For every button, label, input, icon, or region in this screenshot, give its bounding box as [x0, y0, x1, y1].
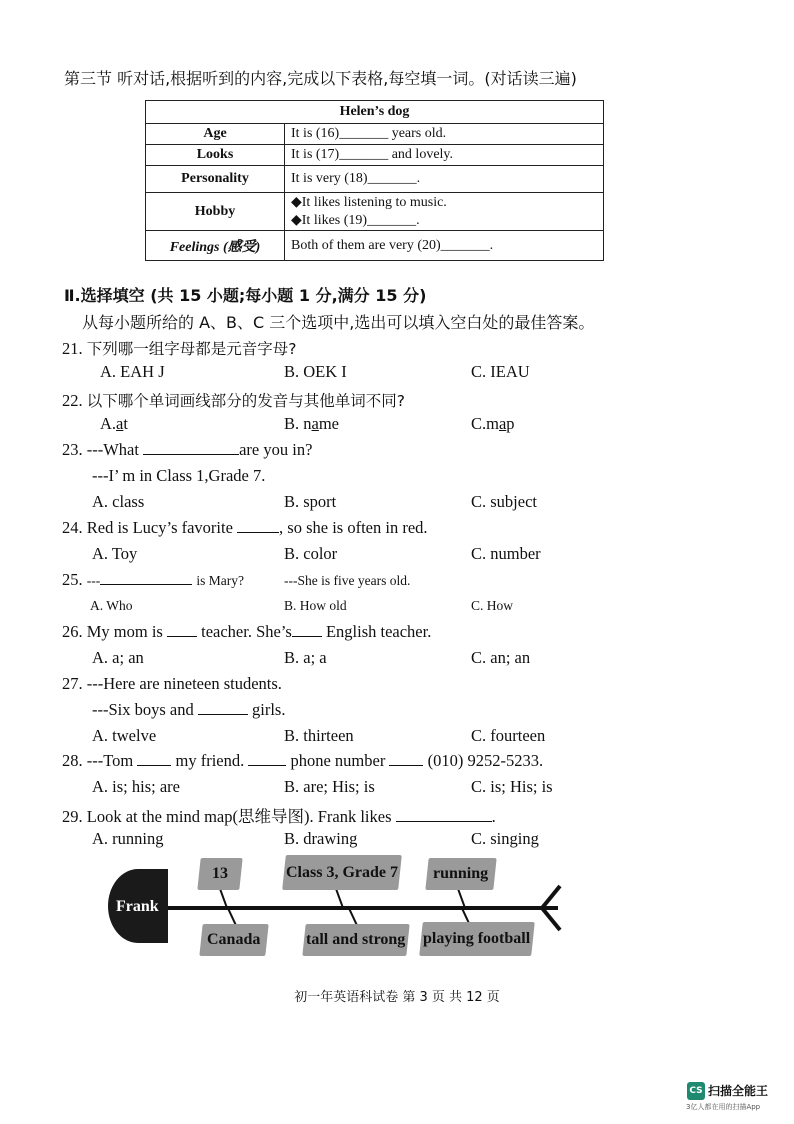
mind-map-node-country: Canada	[199, 924, 268, 956]
mind-map-node-looks: tall and strong	[302, 924, 409, 956]
q23-line2: ---I’ m in Class 1,Grade 7.	[92, 466, 266, 485]
answer-blank	[396, 807, 492, 822]
question-29: 29. Look at the mind map(思维导图). Frank likes .	[62, 807, 496, 826]
table-title: Helen’s dog	[146, 101, 604, 124]
answer-blank	[237, 518, 279, 533]
table-row	[146, 193, 604, 231]
part2-instruction: 从每小题所给的 A、B、C 三个选项中,选出可以填入空白处的最佳答案。	[82, 313, 595, 332]
watermark-name: 扫描全能王	[708, 1084, 769, 1098]
q25-option-c: C. How	[471, 598, 514, 613]
q25-option-a: A. Who	[90, 598, 133, 613]
camscanner-logo-icon: CS	[687, 1082, 705, 1100]
answer-blank	[167, 622, 197, 637]
q23-option-c: C. subject	[471, 492, 537, 511]
fish-tail-icon	[540, 884, 564, 934]
part2-heading: Ⅱ.选择填空 (共 15 小题;每小题 1 分,满分 15 分)	[64, 286, 427, 305]
mind-map-node-age: 13	[197, 858, 242, 890]
question-number: 25.	[62, 570, 83, 589]
q23-option-b: B. sport	[284, 492, 337, 511]
row-label-looks: Looks	[146, 145, 285, 166]
q21-option-c: C. IEAU	[471, 362, 530, 381]
q28-option-c: C. is; His; is	[471, 777, 553, 796]
row-label-personality: Personality	[146, 166, 285, 193]
helens-dog-table	[145, 100, 604, 261]
answer-blank	[248, 751, 286, 766]
mind-map-node-running: running	[425, 858, 496, 890]
answer-blank	[137, 751, 171, 766]
section3-heading: 第三节 听对话,根据听到的内容,完成以下表格,每空填一词。(对话读三遍)	[64, 69, 577, 88]
q27-line2: ---Six boys and girls.	[92, 700, 286, 719]
table-row	[146, 166, 604, 193]
table-row	[146, 145, 604, 166]
mind-map-node-hobby: playing football	[419, 922, 535, 956]
q28-option-b: B. are; His; is	[284, 777, 375, 796]
answer-blank	[389, 751, 423, 766]
q28-option-a: A. is; his; are	[92, 777, 180, 796]
q24-option-c: C. number	[471, 544, 541, 563]
answer-blank	[292, 622, 322, 637]
question-number: 29.	[62, 807, 83, 826]
page-footer: 初一年英语科试卷 第 3 页 共 12 页	[294, 990, 500, 1005]
row-label-age: Age	[146, 124, 285, 145]
question-number: 21.	[62, 339, 83, 358]
question-stem: 下列哪一组字母都是元音字母?	[86, 340, 297, 358]
q26-option-c: C. an; an	[471, 648, 531, 667]
q27-option-b: B. thirteen	[284, 726, 354, 745]
hobby-line-1: ◆It likes listening to music.	[291, 194, 447, 210]
question-24: 24. Red is Lucy’s favorite , so she is often in red.	[62, 518, 428, 537]
question-26: 26. My mom is teacher. She’s English teacher.	[62, 622, 432, 641]
answer-blank	[100, 570, 192, 585]
q27-option-c: C. fourteen	[471, 726, 546, 745]
row-text-hobby	[285, 193, 604, 231]
mind-map-head-label: Frank	[116, 898, 159, 915]
q24-option-b: B. color	[284, 544, 338, 563]
question-27: 27. ---Here are nineteen students.	[62, 674, 282, 693]
row-label-hobby: Hobby	[146, 193, 285, 231]
table-row	[146, 124, 604, 145]
q22-option-c: C.map	[471, 414, 515, 433]
q22-option-a: A.at	[100, 414, 128, 433]
question-stem: 以下哪个单词画线部分的发音与其他单词不同?	[86, 392, 405, 410]
question-22	[62, 389, 405, 411]
question-28: 28. ---Tom my friend. phone number (010) 9252-5233.	[62, 751, 544, 770]
question-number: 23.	[62, 440, 83, 459]
question-23: 23. ---What are you in?	[62, 440, 313, 459]
question-number: 27.	[62, 674, 83, 693]
question-25: 25. --- is Mary?	[62, 570, 244, 589]
answer-blank	[143, 440, 239, 455]
q25-reply: ---She is five years old.	[284, 573, 411, 588]
q21-option-b: B. OEK I	[284, 362, 347, 381]
question-number: 22.	[62, 391, 83, 410]
row-text-looks: It is (17)_______ and lovely.	[285, 145, 604, 166]
row-text-age: It is (16)_______ years old.	[285, 124, 604, 145]
hobby-line-2: ◆It likes (19)_______.	[291, 212, 420, 228]
q23-option-a: A. class	[92, 492, 145, 511]
q26-option-a: A. a; an	[92, 648, 144, 667]
answer-blank	[198, 700, 248, 715]
table-row	[146, 231, 604, 261]
question-number: 26.	[62, 622, 83, 641]
q21-option-a: A. EAH J	[100, 362, 165, 381]
q24-option-a: A. Toy	[92, 544, 138, 563]
mind-map-spine	[160, 906, 550, 910]
row-label-feelings: Feelings (感受)	[146, 231, 285, 261]
q29-option-c: C. singing	[471, 829, 539, 848]
q26-option-b: B. a; a	[284, 648, 327, 667]
mind-map-node-class: Class 3, Grade 7	[282, 855, 402, 890]
row-text-personality: It is very (18)_______.	[285, 166, 604, 193]
watermark-tagline: 3亿人都在用的扫描App	[686, 1103, 761, 1111]
q27-option-a: A. twelve	[92, 726, 157, 745]
q29-option-a: A. running	[92, 829, 164, 848]
question-number: 28.	[62, 751, 83, 770]
q29-option-b: B. drawing	[284, 829, 358, 848]
question-number: 24.	[62, 518, 83, 537]
q25-option-b: B. How old	[284, 598, 347, 613]
question-21	[62, 337, 296, 359]
row-text-feelings: Both of them are very (20)_______.	[285, 231, 604, 261]
q22-option-b: B. name	[284, 414, 340, 433]
